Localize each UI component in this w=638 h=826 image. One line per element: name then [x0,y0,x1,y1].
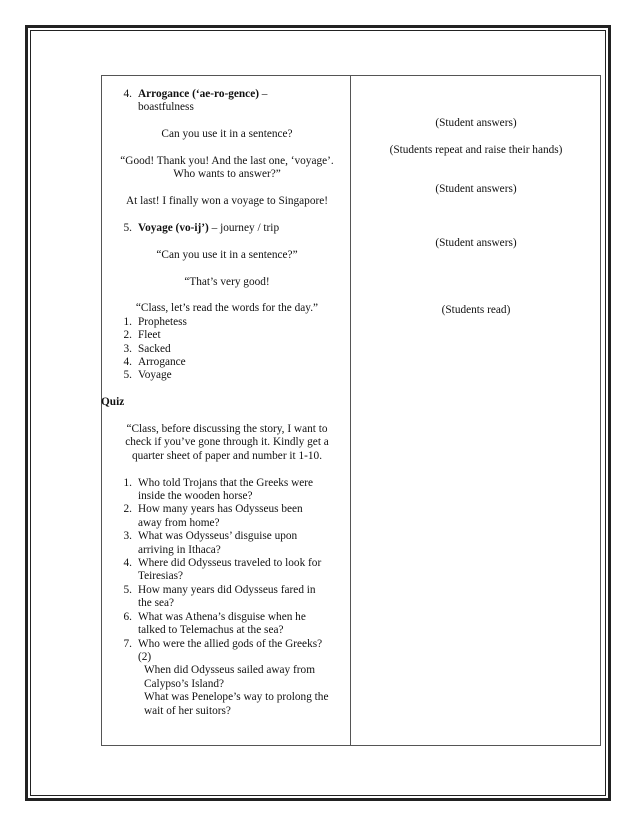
quiz-intro-line: “Class, before discussing the story, I want to [126,423,328,436]
quiz-intro-line: quarter sheet of paper and number it 1-10. [131,449,323,462]
teacher-column [101,88,347,718]
teacher-read-prompt: “Class, let’s read the words for the day.” [135,302,319,315]
vocab-definition: boastfulness [138,101,194,114]
quiz-question: 5. How many years did Odysseus fared in the sea? [123,583,316,610]
quiz-question-line: What was Penelope’s way to prolong the [144,691,329,704]
list-item: 4. Arrogance [123,356,186,369]
student-response: (Student answers) [435,237,517,249]
quiz-question: 4. Where did Odysseus traveled to look for Teiresias? [123,557,322,583]
vocab-item-5 [107,222,347,235]
student-response: (Student answers) [435,183,517,195]
vocab-term: Arrogance (‘ae-ro-gence) [138,88,259,100]
vocab-separator: – [258,88,268,100]
list-item: 3. Sacked [123,342,171,355]
quiz-question: 2. How many years has Odysseus been away from home? [123,503,303,529]
list-item: 1. Prophetess [123,315,187,328]
quiz-question: 3. What was Odysseus’ disguise upon arriving in Ithaca? [123,530,298,556]
quiz-question-line: wait of her suitors? [144,704,231,717]
vocab-item-4 [107,88,347,115]
teacher-quote-line: “Good! Thank you! And the last one, ‘voyage’. [120,155,334,167]
quiz-question-line: Calypso’s Island? [144,677,225,690]
teacher-prompt: “Can you use it in a sentence?” [156,248,298,261]
student-response: (Student answers) [435,117,517,129]
teacher-praise: “That’s very good! [184,275,270,288]
student-response: (Students read) [441,304,511,316]
word-list [107,316,347,383]
column-divider [350,75,351,746]
teacher-prompt: Can you use it in a sentence? [161,128,293,141]
student-response: (Students repeat and raise their hands) [389,144,563,156]
item-number: 4. [123,88,132,100]
quiz-question: 6. What was Athena’s disguise when he talked to Telemachus at the sea? [123,610,306,637]
list-item: 5. Voyage [123,369,172,382]
vocab-term: Voyage (vo-ij’) [138,222,209,234]
quiz-question: 1. Who told Trojans that the Greeks were inside the wooden horse? [123,476,314,503]
quiz-heading: Quiz [101,396,125,409]
vocab-definition: – journey / trip [208,222,280,234]
teacher-quote-line: Who wants to answer?” [173,168,281,181]
item-number: 5. [123,222,132,234]
quiz-question: 7. Who were the allied gods of the Greeks? (2) [123,637,323,663]
list-item: 2. Fleet [123,329,161,342]
quiz-question-line: When did Odysseus sailed away from [144,664,315,677]
quiz-questions [107,477,347,665]
example-sentence: At last! I finally won a voyage to Singapore! [125,195,329,208]
quiz-intro-line: check if you’ve gone through it. Kindly get a [125,436,329,449]
